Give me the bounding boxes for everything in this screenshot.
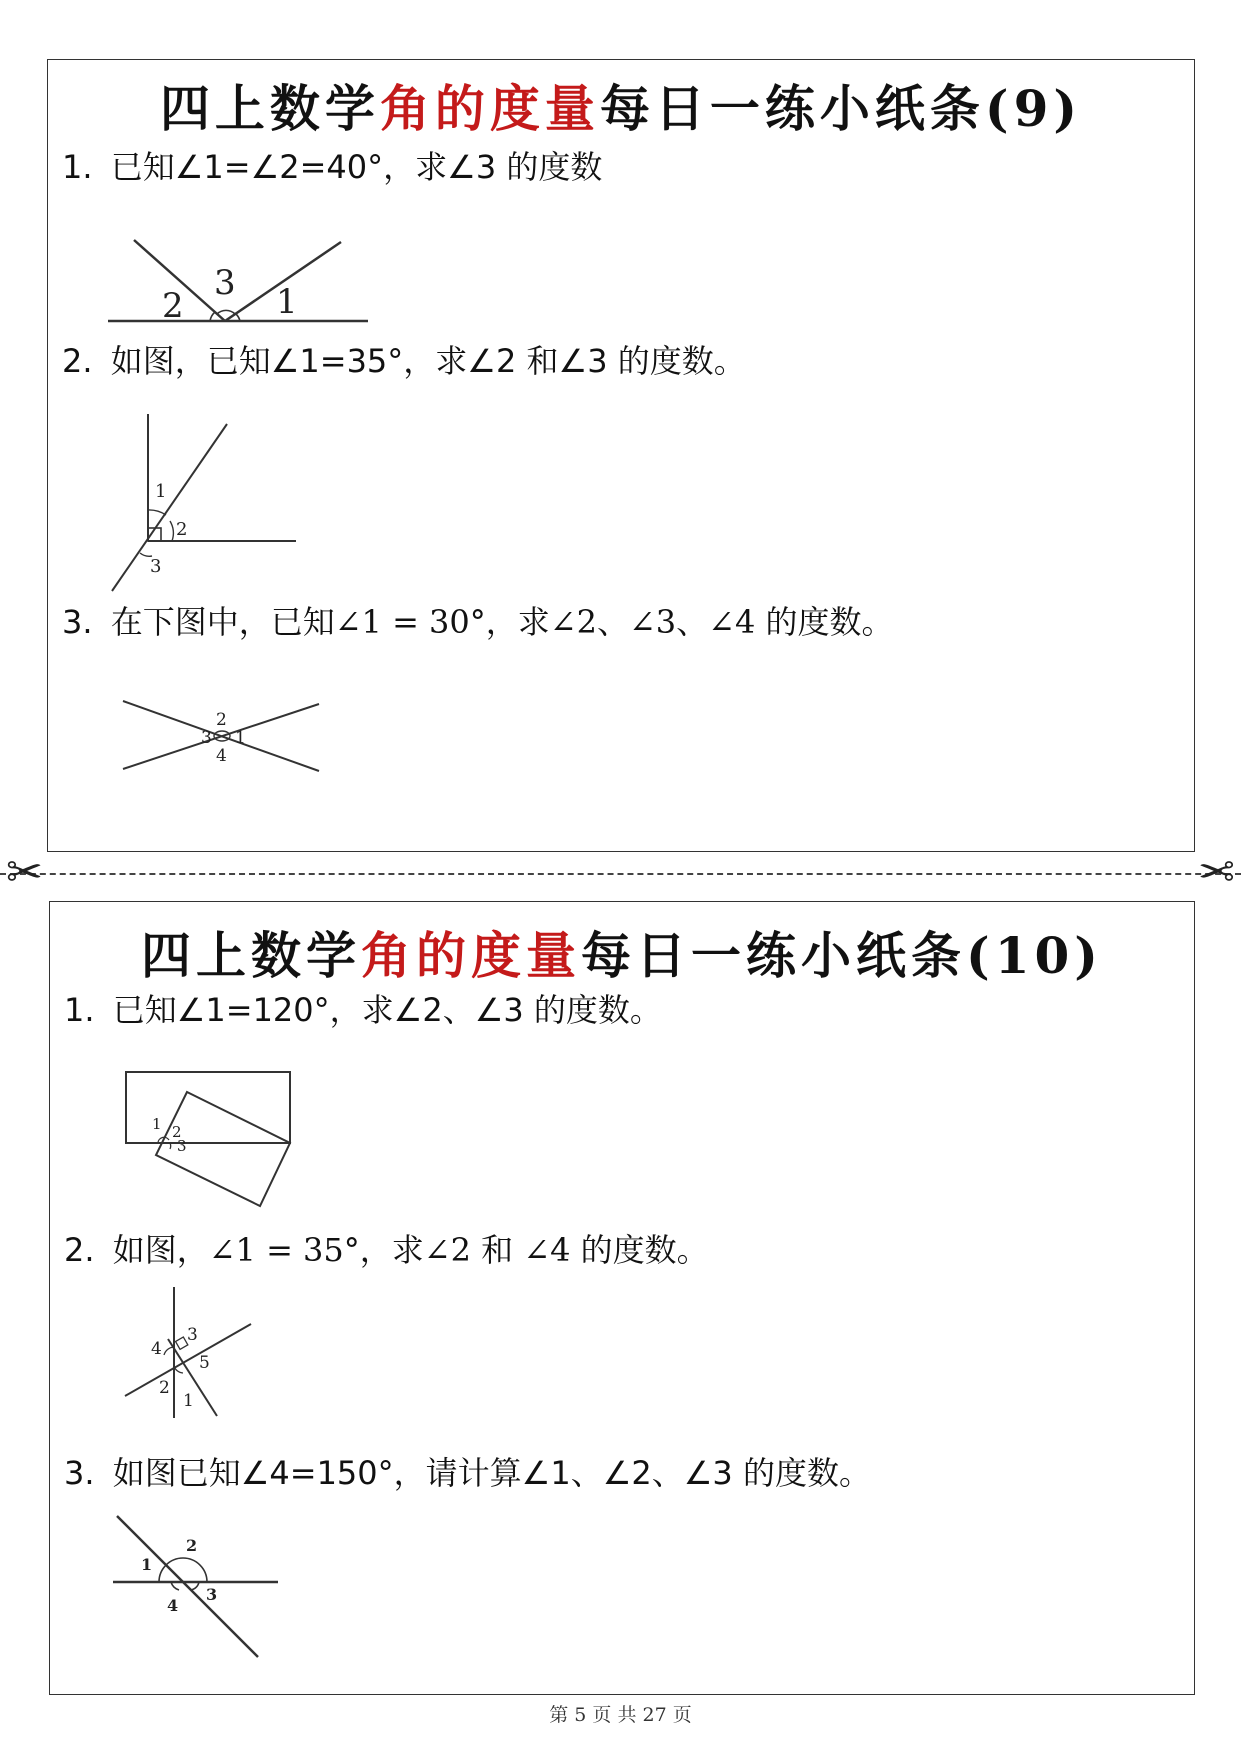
question-1: [64, 991, 662, 1029]
question-text: 如图已知∠4=150°，请计算∠1、∠2、∠3 的度数。: [112, 1454, 871, 1492]
angle-label: 5: [199, 1353, 210, 1373]
angle-label: 3: [214, 263, 236, 303]
question-text: 如图，已知∠1=35°，求∠2 和∠3 的度数。: [110, 342, 746, 380]
question-text: 已知∠1=120°，求∠2、∠3 的度数。: [112, 991, 662, 1029]
angle-label: 1: [141, 1555, 153, 1574]
cut-line: [0, 873, 1241, 875]
rectangle-horizontal: [126, 1072, 290, 1143]
card-title: [48, 79, 1194, 138]
question-1: [62, 148, 603, 186]
worksheet-card-9: [47, 59, 1195, 852]
question-number: 2.: [64, 1231, 95, 1269]
angle-arc: [170, 1143, 171, 1149]
question-number: 1.: [64, 991, 95, 1029]
angle-label: 2: [162, 286, 184, 326]
angle-label: 3: [177, 1137, 187, 1155]
question-number: 2.: [62, 342, 93, 380]
unknown-angles: ∠2、∠3、∠4: [549, 603, 756, 641]
question-number: 3.: [62, 603, 93, 641]
question-2: [64, 1231, 709, 1269]
question-text: ，求: [485, 603, 550, 641]
question-number: 1.: [62, 148, 93, 186]
angle-arc: [210, 312, 215, 321]
question-number: 3.: [64, 1454, 95, 1492]
angle-label: 2: [159, 1378, 170, 1398]
angle-label: 1: [152, 1115, 162, 1133]
angle-arc: [148, 510, 166, 515]
figure-angles-on-line: [108, 230, 378, 330]
right-angle-mark: [176, 1337, 188, 1349]
question-text: 已知∠1=∠2=40°，求∠3 的度数: [110, 148, 603, 186]
question-2: [62, 342, 746, 380]
figure-three-lines: [125, 1285, 260, 1425]
scissors-icon: ✂: [1198, 847, 1235, 898]
page-footer: 第 5 页 共 27 页: [549, 1704, 692, 1726]
title-highlight: 角的度量: [379, 79, 600, 138]
angle-label: 3: [201, 728, 212, 748]
figure-right-angle: [108, 414, 298, 594]
angle-label: 1: [183, 1391, 194, 1411]
given-angle: ∠1 = 30°: [334, 603, 486, 641]
angle-label: 4: [151, 1339, 162, 1359]
card-title: [50, 926, 1194, 985]
given-angle: ∠1 = 35°: [208, 1231, 360, 1269]
figure-crossing-lines: [123, 690, 323, 790]
question-3: [64, 1454, 871, 1492]
angle-arc: [217, 310, 235, 314]
angle-label: 2: [172, 1123, 182, 1141]
angle-label: 4: [167, 1596, 179, 1615]
angle-label: 1: [155, 481, 167, 502]
question-text: 和: [481, 1231, 514, 1269]
unknown-angle: ∠4: [523, 1231, 571, 1269]
figure-transversal: [113, 1512, 283, 1662]
angle-label: 1: [235, 728, 246, 748]
title-suffix: 每日一练小纸条(10): [581, 926, 1103, 985]
angle-label: 2: [186, 1536, 198, 1555]
angle-label: 3: [206, 1585, 218, 1604]
unknown-angle: ∠2: [423, 1231, 471, 1269]
angle-label: 1: [276, 282, 298, 322]
title-highlight: 角的度量: [361, 926, 582, 985]
title-suffix: 每日一练小纸条(9): [599, 79, 1083, 138]
worksheet-card-10: [49, 901, 1195, 1695]
title-prefix: 四上数学: [141, 926, 362, 985]
angle-label: 2: [216, 710, 227, 730]
scissors-icon: ✂: [6, 847, 43, 898]
question-text: 的度数。: [580, 1231, 709, 1269]
title-prefix: 四上数学: [159, 79, 380, 138]
figure-overlapping-rectangles: [124, 1070, 294, 1212]
angle-label: 2: [176, 519, 188, 540]
question-text: 的度数。: [765, 603, 894, 641]
slant-line: [112, 424, 227, 591]
angle-label: 3: [187, 1325, 198, 1345]
question-text: 如图，: [112, 1231, 209, 1269]
angle-arc: [170, 521, 173, 541]
question-text: 在下图中，已知: [110, 603, 335, 641]
angle-label: 4: [216, 746, 227, 766]
question-3: [62, 603, 894, 641]
angle-arc: [164, 1347, 174, 1355]
angle-arc: [159, 1558, 207, 1582]
angle-label: 3: [150, 556, 162, 577]
question-text: ，求: [359, 1231, 424, 1269]
